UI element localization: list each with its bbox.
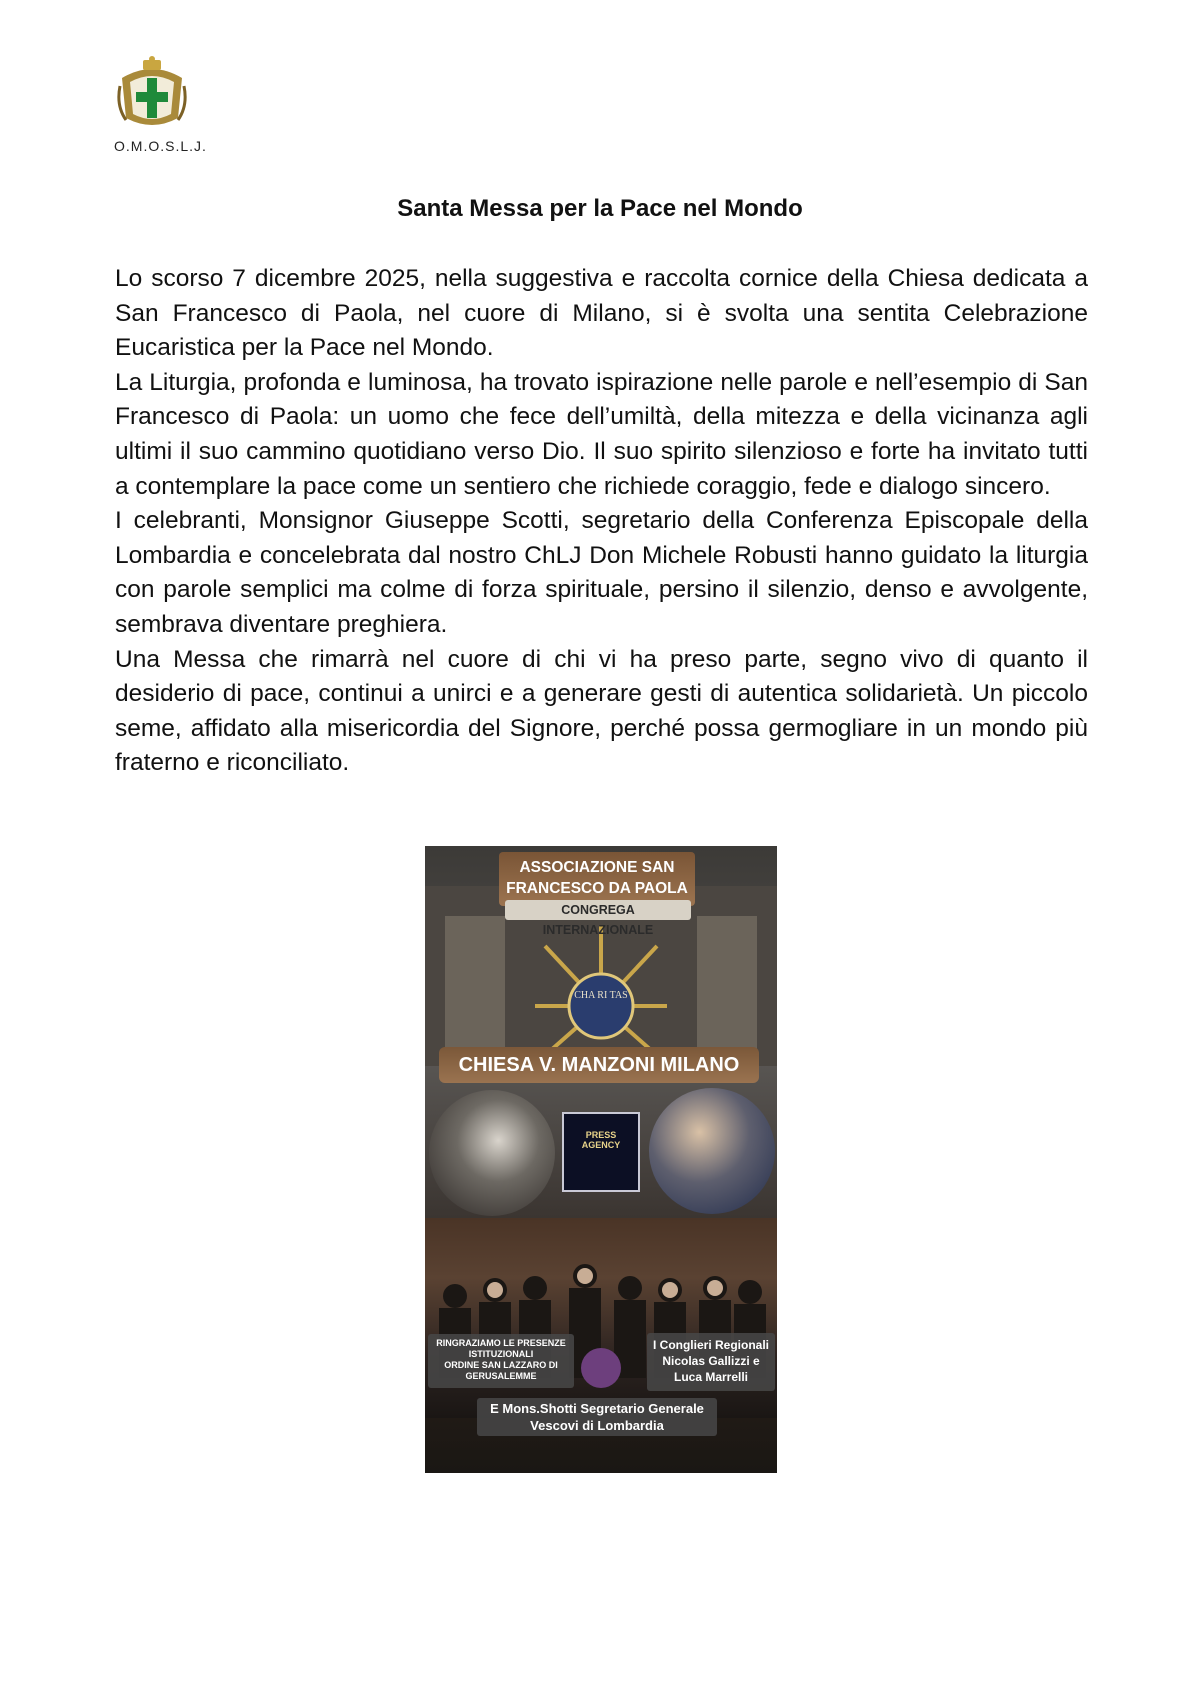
association-banner [499,852,695,906]
paragraph: Una Messa che rimarrà nel cuore di chi vi ha preso parte, segno vivo di quanto il desiderio di pace, continui a unirci e a generare gesti di autentica solidarietà. Un piccolo seme, affidato alla misericordia del Signore, perché possa germogliare in un mondo più fraterno e riconciliato. [115,645,1088,777]
banner-line: ASSOCIAZIONE SAN [519,859,675,876]
caption-line: RINGRAZIAMO LE PRESENZE [436,1338,566,1348]
caption-line: ISTITUZIONALI [468,1349,534,1359]
guests-photo-left [429,1090,555,1216]
guest-photo-right [649,1088,775,1214]
caption-line: GERUSALEMME [465,1371,537,1381]
paragraph: La Liturgia, profonda e luminosa, ha trovato ispirazione nelle parole e nell’esempio di San Francesco di Paola: un uomo che fece dell’umiltà, della mitezza e della vicinanza agli ultimi il suo cammino quotidiano verso Dio. Il suo spirito silenzioso e forte ha invitato tutti a contemplare la pace come un sentiero che richiede coraggio, fede e dialogo sincero. [115,368,1088,500]
church-label: CHIESA V. MANZONI MILANO [439,1047,759,1083]
caption-regional-councillors [647,1333,775,1391]
banner-line: FRANCESCO DA PAOLA [506,880,688,897]
event-poster-image [425,846,777,1473]
caption-line: Vescovi di Lombardia [530,1418,664,1433]
paragraph: I celebranti, Monsignor Giuseppe Scotti, segretario della Conferenza Episcopale della Lombardia e concelebrata dal nostro ChLJ Don Michele Robusti hanno guidato la liturgia con parole semplici ma colme di forza spirituale, persino il silenzio, denso e avvolgente, sembrava diventare preghiera. [115,507,1088,638]
paragraph: Lo scorso 7 dicembre 2025, nella suggestiva e raccolta cornice della Chiesa dedicata a San Francesco di Paola, nel cuore di Milano, si è svolta una sentita Celebrazione Eucaristica per la Pace nel Mondo. [115,265,1088,362]
caption-bishops [477,1398,717,1436]
caption-line: Luca Marrelli [673,1370,749,1384]
caption-line: I Conglieri Regionali [652,1338,769,1352]
congrega-label: CONGREGA INTERNAZIONALE [505,900,691,920]
press-label: AGENCY [581,1140,621,1150]
caption-line: Nicolas Gallizzi e [662,1354,760,1368]
page-title: Santa Messa per la Pace nel Mondo [397,195,803,222]
caption-institutions [428,1334,574,1388]
article-body [115,262,1088,781]
caption-line: ORDINE SAN LAZZARO DI [444,1360,558,1370]
medallion-text: CHA RI TAS [574,990,628,1001]
caption-line: E Mons.Shotti Segretario Generale [490,1401,704,1416]
organization-abbreviation: O.M.O.S.L.J. [114,138,207,154]
press-label: PRESS [585,1130,617,1140]
coat-of-arms-logo [116,56,188,134]
press-agency-logo [562,1112,640,1192]
